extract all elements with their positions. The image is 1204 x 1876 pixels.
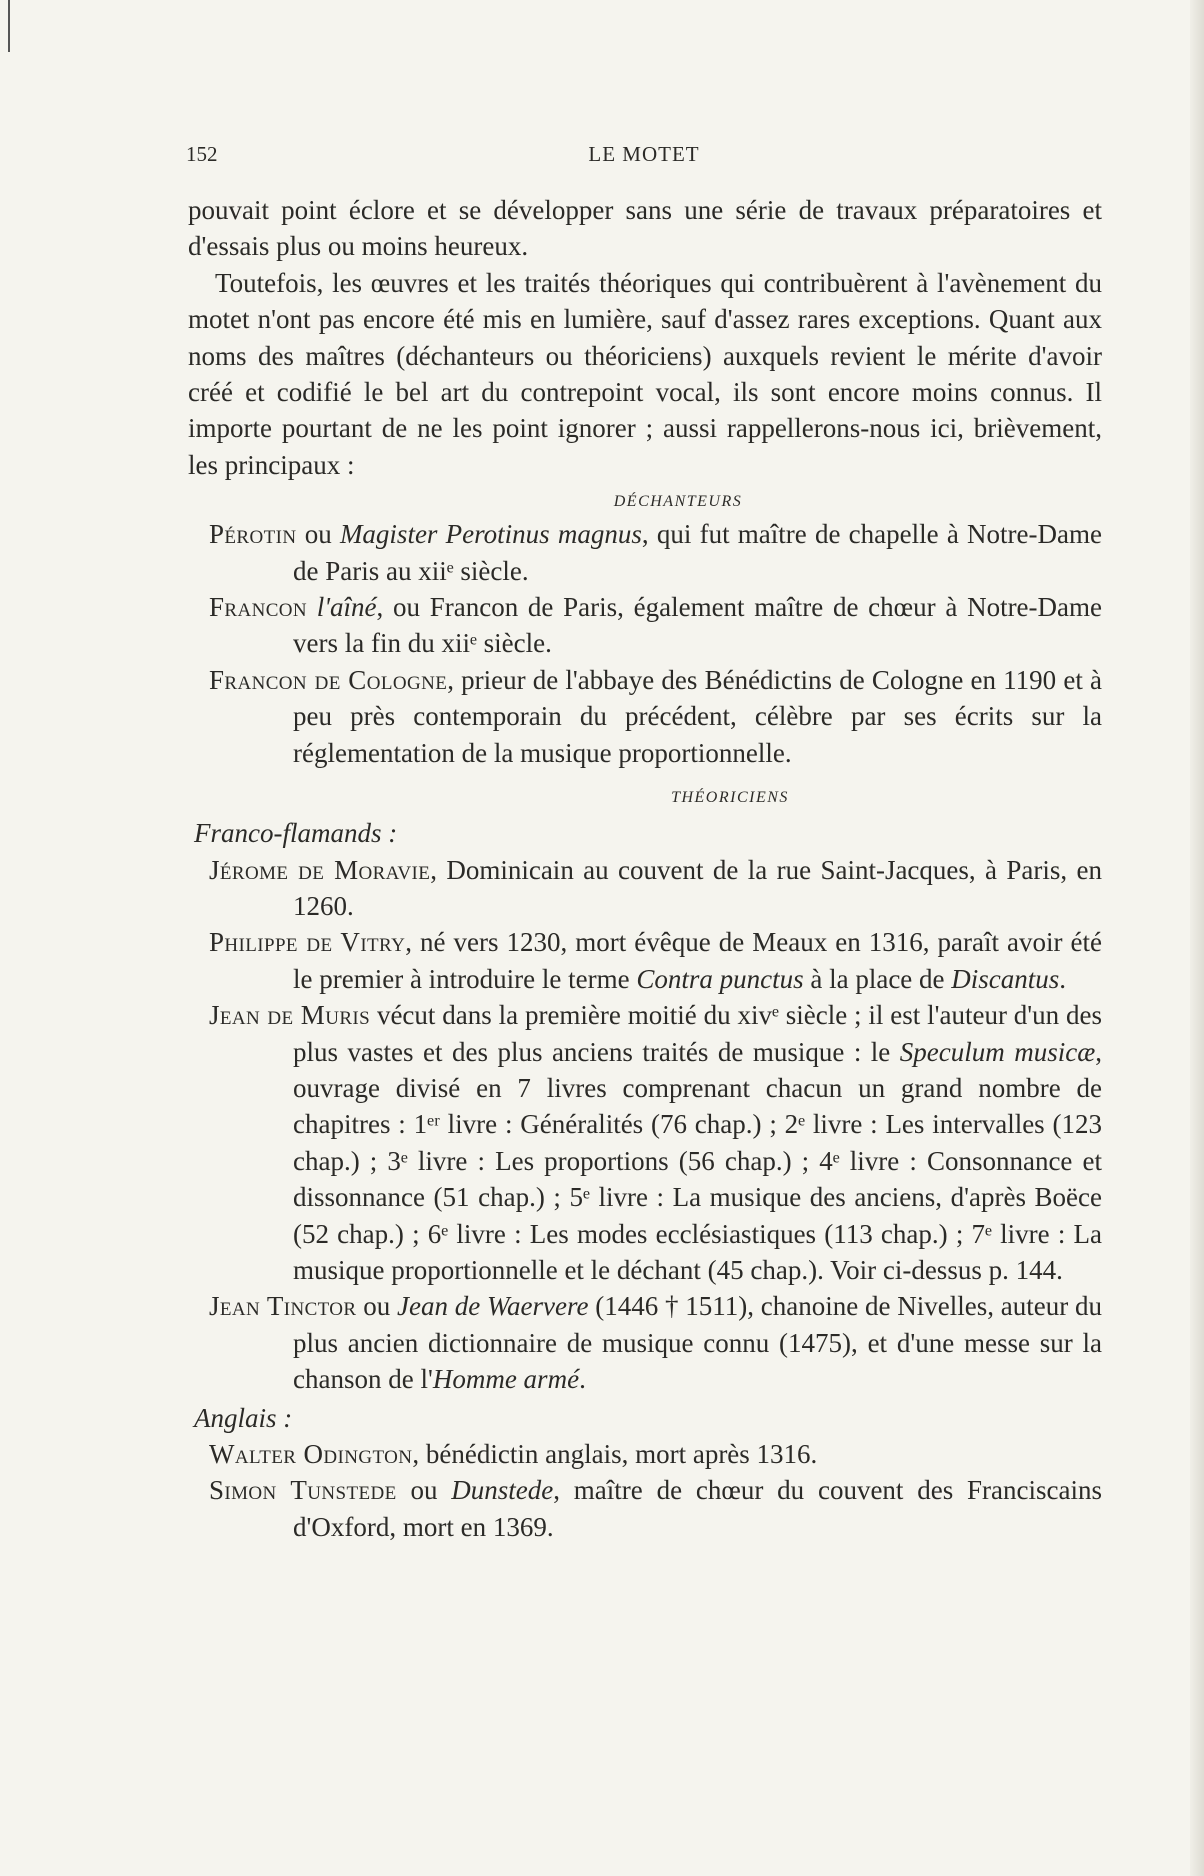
entry-perotin: Pérotin ou Magister Perotinus magnus, qui fut maître de chapelle à Notre-Dame de Paris au xiiᵉ siècle. — [209, 519, 1102, 586]
entry-name: Walter Odington — [209, 1439, 413, 1469]
term-contra-punctus: Contra punctus — [636, 963, 804, 994]
intro-paragraph-2: Toutefois, les œuvres et les traités théoriques qui contribuèrent à l'avènement du motet n'ont pas encore été mis en lumière, sauf d'assez rares exceptions. Quant aux noms des maîtres (déchanteurs ou théoriciens) auxquels revient le mérite d'avoir créé et codifié le bel art du contrepoint vocal, ils sont encore moins connus. Il importe pourtant de ne les point ignorer ; aussi rappellerons-nous ici, brièvement, les principaux : — [188, 267, 1102, 480]
entry-alias: Dunstede — [451, 1475, 554, 1506]
entry-text: , maître de chœur du couvent des Franciscains d'Oxford, mort en 1369. — [293, 1475, 1102, 1542]
entry-alias: Magister Perotinus magnus — [339, 519, 642, 550]
entry-walter-odington — [209, 1436, 1102, 1472]
entry-name: Pérotin — [209, 519, 297, 550]
entry-simon-tunstede: Simon Tunstede ou Dunstede, maître de chœur du couvent des Franciscains d'Oxford, mort en 1369. — [209, 1475, 1102, 1542]
entry-text: , Dominicain au couvent de la rue Saint-Jacques, à Paris, en 1260. — [293, 854, 1102, 921]
intro-paragraph-1: pouvait point éclore et se développer sans une série de travaux préparatoires et d'essais plus ou moins heureux. — [188, 195, 1102, 262]
page-gutter-shadow — [1190, 0, 1204, 1876]
entry-name: Francon — [209, 592, 308, 623]
section-title-theoriciens: THÉORICIENS — [671, 789, 789, 807]
entry-name: Francon de Cologne — [209, 664, 448, 695]
term-discantus: Discantus — [951, 963, 1060, 994]
group-label-anglais: Anglais : — [194, 1402, 293, 1433]
entry-philippe-de-vitry: Philippe de Vitry, né vers 1230, mort évêque de Meaux en 1316, paraît avoir été le premier à introduire le terme Contra punctus à la place de Discantus. — [209, 927, 1102, 994]
running-title: LE MOTET — [588, 142, 700, 166]
entry-francon-aine — [209, 589, 1102, 662]
entry-text: , prieur de l'abbaye des Bénédictins de Cologne en 1190 et à peu près contemporain du précédent, célèbre par ses écrits sur la réglementation de la musique proportionnelle. — [293, 664, 1102, 768]
title-speculum-musicae: Speculum musicæ — [899, 1036, 1096, 1067]
entry-name: Philippe de Vitry — [209, 927, 406, 958]
entry-name: Jean Tinctor — [209, 1291, 357, 1322]
entry-francon-cologne — [209, 662, 1102, 771]
entry-name: Jean de Muris — [209, 1000, 371, 1031]
page-number: 152 — [186, 142, 218, 166]
entry-jean-tinctor: Jean Tinctor ou Jean de Waervere (1446 † 1511), chanoine de Nivelles, auteur du plus ancien dictionnaire de musique connu (1475), et d'une messe sur la chanson de l'Homme armé. — [209, 1291, 1102, 1395]
entry-alias: l'aîné — [316, 592, 377, 623]
page-header — [186, 142, 1102, 172]
entry-jean-de-muris: Jean de Muris vécut dans la première moitié du xivᵉ siècle ; il est l'auteur d'un des plus vastes et des plus anciens traités de musique : le Speculum musicæ, ouvrage divisé en 7 livres comprenant chacun un grand nombre de chapitres : 1ᵉʳ livre : Généralités (76 chap.) ; 2ᵉ livre : Les intervalles (123 chap.) ; 3ᵉ livre : Les proportions (56 chap.) ; 4ᵉ livre : Consonnance et dissonnance (51 chap.) ; 5ᵉ livre : La musique des anciens, d'après Boëce (52 chap.) ; 6ᵉ livre : Les modes ecclésiastiques (113 chap.) ; 7ᵉ livre : La musique proportionnelle et le déchant (45 chap.). Voir ci-dessus p. 144. — [209, 1000, 1103, 1285]
entry-alias: Jean de Waervere — [397, 1291, 589, 1322]
entry-text: , ou Francon de Paris, également maître de chœur à Notre-Dame vers la fin du xiiᵉ siècle. — [293, 592, 1103, 659]
entry-jerome-de-moravie — [209, 852, 1102, 925]
entry-text: , qui fut maître de chapelle à Notre-Dame de Paris au xiiᵉ siècle. — [293, 519, 1102, 586]
page-edge-mark — [8, 0, 10, 52]
group-label-franco-flamands: Franco-flamands : — [194, 818, 398, 849]
section-title-dechanteurs: DÉCHANTEURS — [613, 493, 743, 511]
entry-text: , bénédictin anglais, mort après 1316. — [412, 1439, 818, 1469]
entry-name: Simon Tunstede — [209, 1475, 397, 1506]
title-homme-arme: Homme armé — [432, 1364, 580, 1395]
entry-name: Jérome de Moravie — [209, 854, 431, 885]
main-text — [188, 192, 1102, 1545]
